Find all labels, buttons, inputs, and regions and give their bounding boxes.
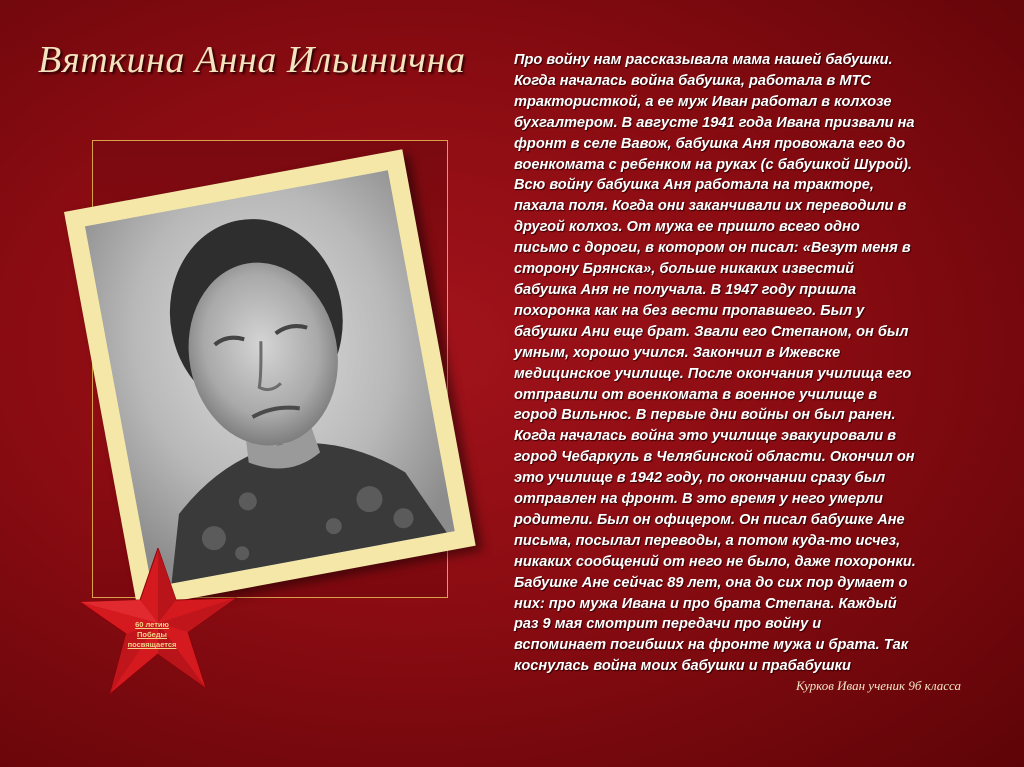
star-caption-line: посвящается: [127, 640, 177, 649]
story-line: город Чебаркуль в Челябинской области. Окончил он: [514, 449, 915, 466]
story-line: бабушки Ани еще брат. Звали его Степаном, он был: [514, 323, 909, 340]
story-text: [514, 50, 994, 677]
story-line: медицинское училище. После окончания училища его: [514, 365, 912, 382]
story-line: военкомата с ребенком на руках (с бабушкой Шурой).: [514, 156, 912, 173]
story-line: Когда началась война бабушка, работала в МТС: [514, 72, 871, 89]
story-line: Когда началась война это училище эвакуировали в: [514, 428, 897, 445]
story-line: отправили от военкомата в военное училище в: [514, 386, 878, 403]
star-caption-line: 60 летию: [135, 620, 169, 629]
story-line: письма, посылал переводы, а потом куда-то исчез,: [514, 532, 901, 549]
story-line: родители. Был он офицером. Он писал бабушке Ане: [514, 511, 905, 528]
story-line: бабушка Аня не получала. В 1947 году пришла: [514, 281, 857, 298]
story-line: Всю войну бабушка Аня работала на тракторе,: [514, 177, 874, 194]
story-line: Про войну нам рассказывала мама нашей бабушки.: [514, 52, 893, 68]
story-line: них: про мужа Ивана и про брата Степана. Каждый: [514, 595, 897, 612]
story-line: трактористкой, а ее муж Иван работал в колхозе: [514, 93, 892, 110]
story-line: пахала поля. Когда они заканчивали их переводили в: [514, 198, 907, 215]
story-line: похоронка как на без вести пропавшего. Был у: [514, 302, 865, 319]
star-caption: [112, 620, 192, 650]
story-line: город Вильнюс. В первые дни войны он был ранен.: [514, 407, 896, 424]
story-line: никаких сообщений от него не было, даже похоронки.: [514, 553, 916, 570]
story-line: бухгалтером. В августе 1941 года Ивана призвали на: [514, 114, 915, 131]
story-line: раз 9 мая смотрит передачи про войну и: [514, 616, 822, 633]
portrait-photo: [85, 170, 455, 587]
story-line: вспоминает погибших на фронте мужа и брата. Так: [514, 637, 909, 654]
story-line: фронт в селе Вавож, бабушка Аня провожала его до: [514, 135, 906, 152]
star-caption-line: Победы: [137, 630, 167, 639]
story-line: умным, хорошо учился. Закончил в Ижевске: [514, 344, 841, 361]
story-line: Бабушке Ане сейчас 89 лет, она до сих пор думает о: [514, 574, 908, 591]
portrait-image: [85, 170, 455, 587]
story-line: это училище в 1942 году, по окончании сразу был: [514, 470, 886, 487]
author-signature: Курков Иван ученик 9б класса: [796, 678, 961, 693]
page-title: Вяткина Анна Ильинична: [38, 39, 466, 81]
photo-card: [64, 149, 476, 608]
story-line: другой колхоз. От мужа ее пришло всего одно: [514, 219, 860, 236]
story-line: коснулась война моих бабушки и прабабушки: [514, 658, 851, 675]
story-line: письмо с дороги, в котором он писал: «Везут меня в: [514, 240, 911, 257]
story-line: сторону Брянска», больше никаких известий: [514, 261, 855, 278]
story-line: отправлен на фронт. В это время у него умерли: [514, 491, 883, 508]
